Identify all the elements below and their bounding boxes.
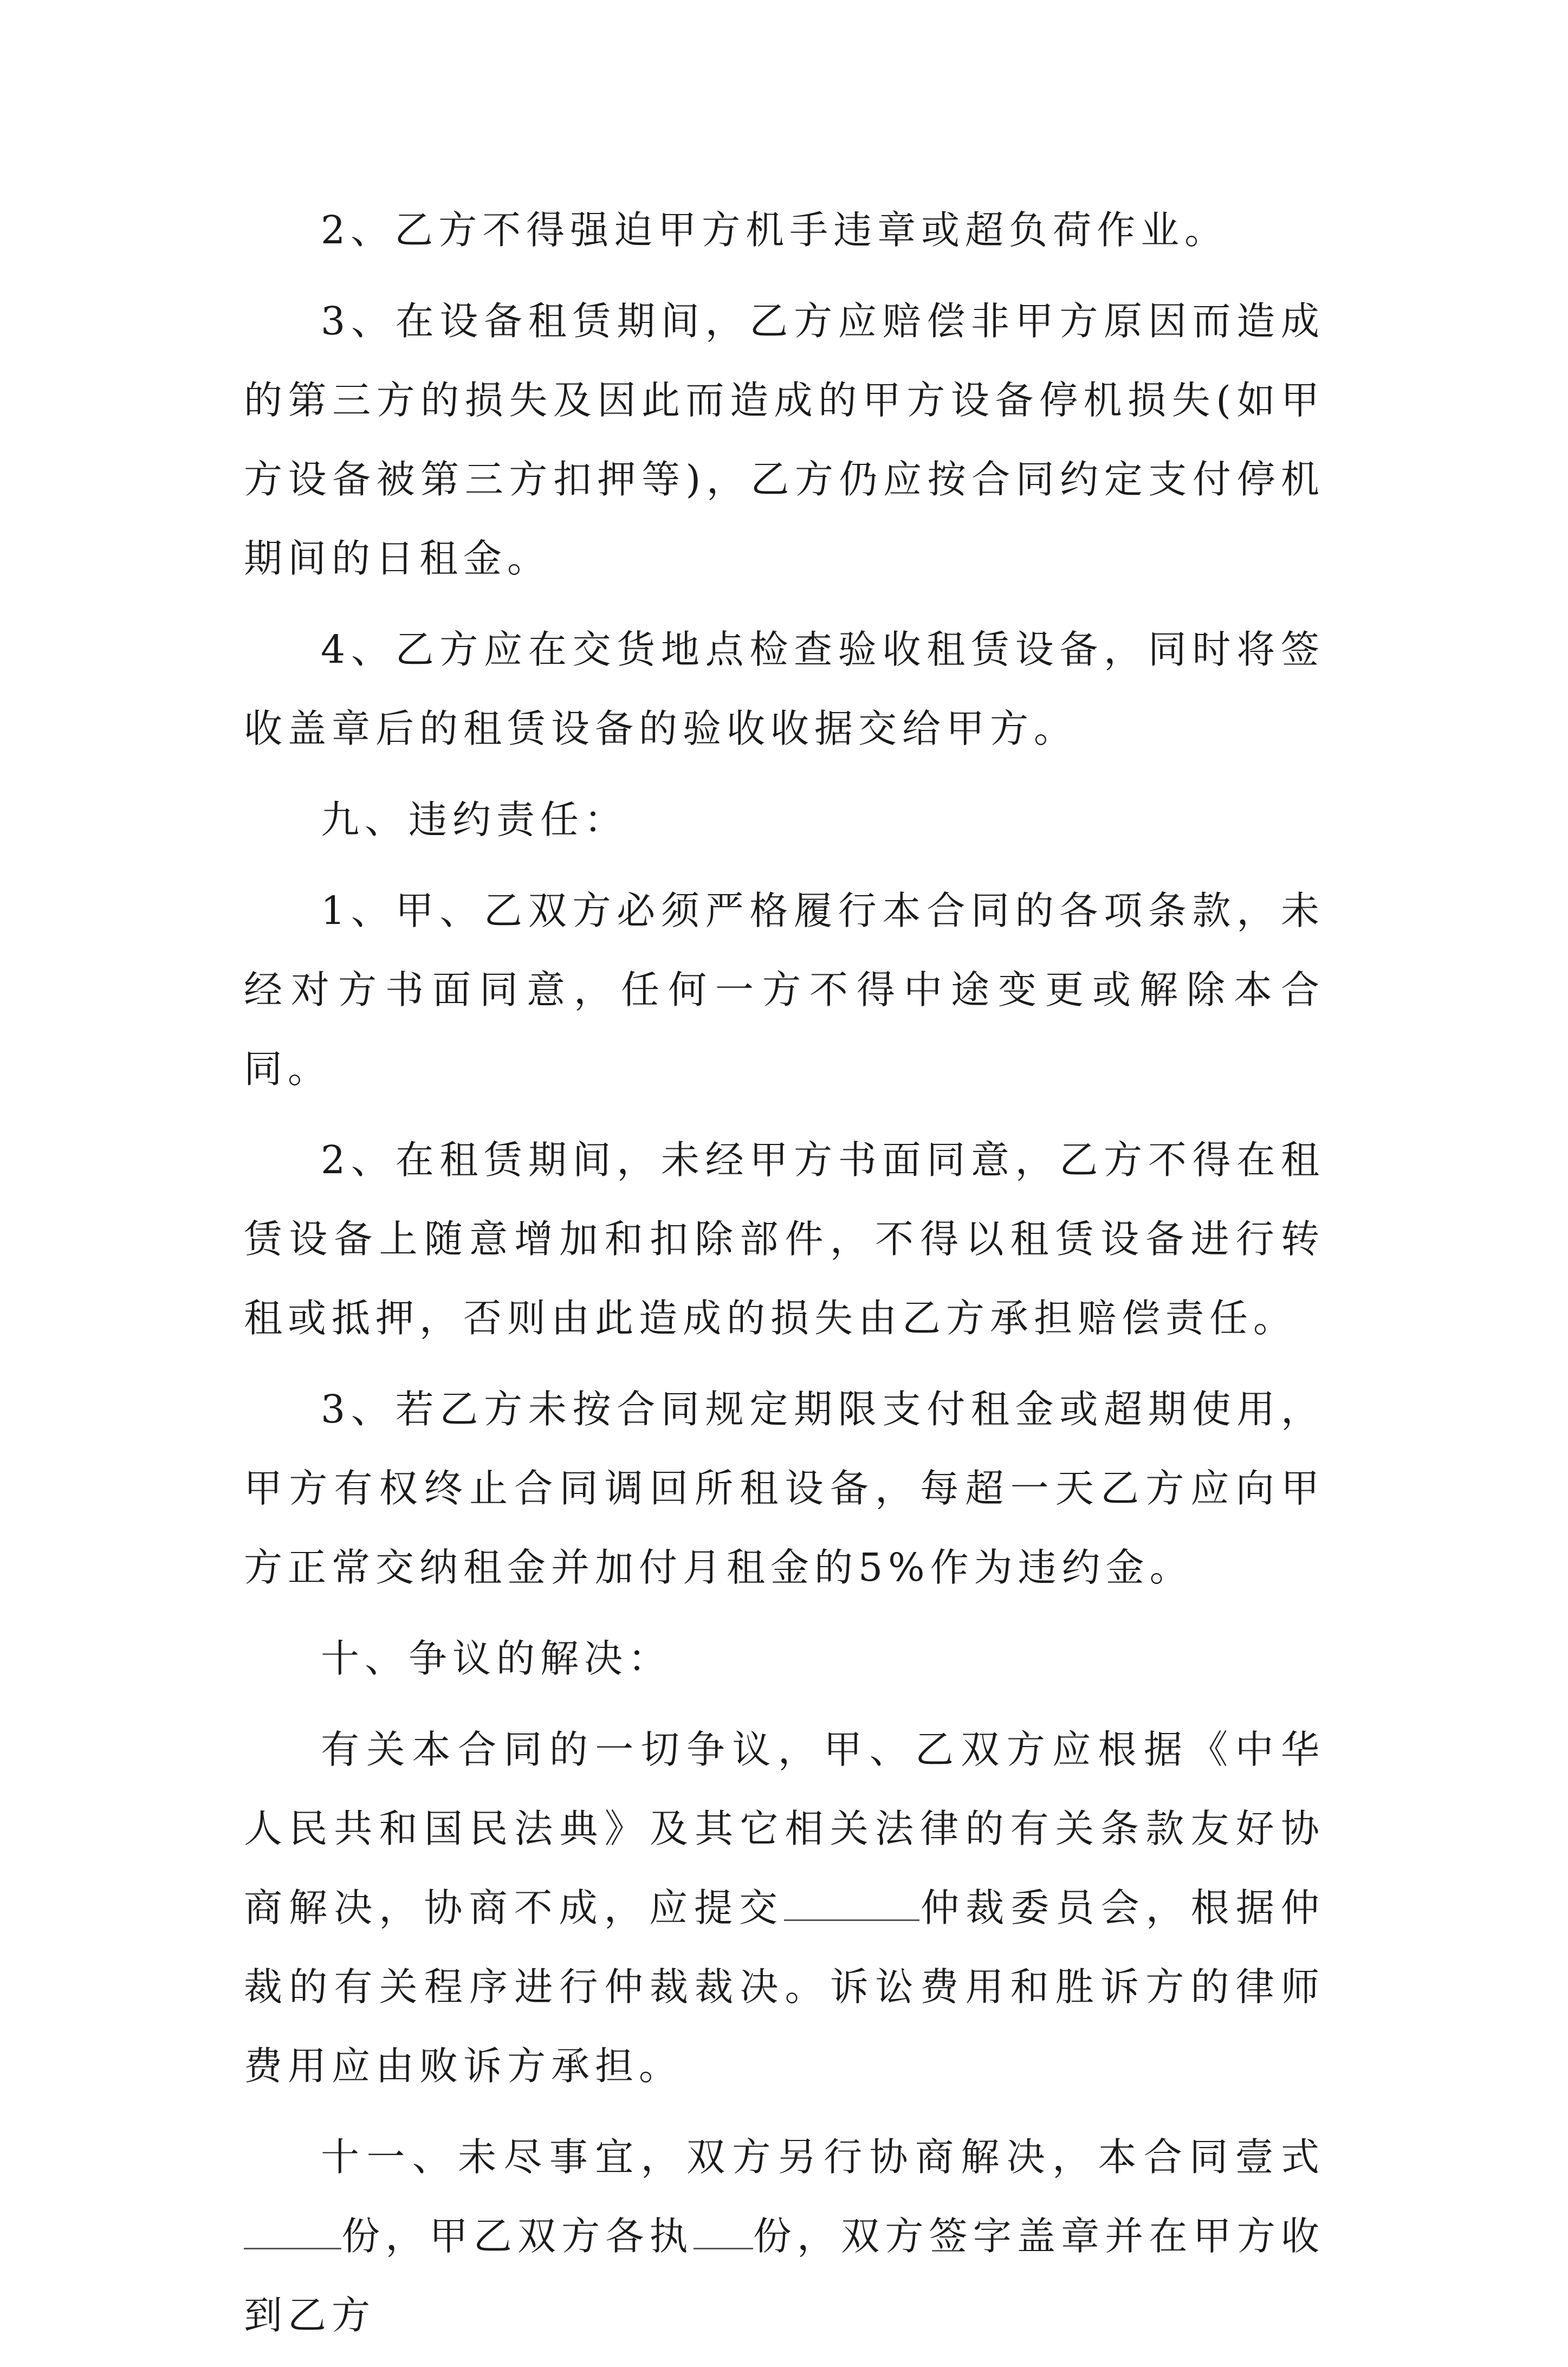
copies-each-blank <box>694 2215 753 2249</box>
paragraph-clause-8-4: 4、乙方应在交货地点检查验收租赁设备，同时将签收盖章后的租赁设备的验收收据交给甲方。 <box>244 627 1325 751</box>
section-heading-dispute-resolution: 十、争议的解决： <box>321 1636 672 1681</box>
paragraph-clause-8-3: 3、在设备租赁期间，乙方应赔偿非甲方原因而造成的第三方的损失及因此而造成的甲方设备停机损失(如甲方设备被第三方扣押等)，乙方仍应按合同约定支付停机期间的日租金。 <box>244 299 1325 581</box>
dispute-text-part1: 有关本合同的一切争议，甲、乙双方应根据《中华人民共和国民法典》及其它相关法律的有关条款友好协商解决，协商不成，应提交 <box>244 1727 1325 1930</box>
paragraph-clause-9-1: 1、甲、乙双方必须严格履行本合同的各项条款，未经对方书面同意，任何一方不得中途变更或解除本合同。 <box>244 888 1325 1091</box>
final-text-part1: 十一、未尽事宜，双方另行协商解决，本合同壹式 <box>321 2135 1325 2180</box>
final-text-part2: 份，甲乙双方各执 <box>341 2214 694 2259</box>
arbitration-commission-blank <box>784 1887 919 1921</box>
document-body <box>244 191 1325 2367</box>
paragraph-clause-9-3: 3、若乙方未按合同规定期限支付租金或超期使用，甲方有权终止合同调回所租设备，每超一天乙方应向甲方正常交纳租金并加付月租金的5%作为违约金。 <box>244 1387 1325 1590</box>
paragraph-clause-11 <box>244 2118 1325 2355</box>
section-heading-breach-liability: 九、违约责任： <box>321 797 629 842</box>
total-copies-blank <box>244 2215 341 2249</box>
paragraph-dispute-resolution <box>244 1710 1325 2106</box>
final-text-part3: 份，双方签字盖章并在甲方收到乙方 <box>244 2214 1325 2338</box>
paragraph-clause-9-2: 2、在租赁期间，未经甲方书面同意，乙方不得在租赁设备上随意增加和扣除部件，不得以租赁设备进行转租或抵押，否则由此造成的损失由乙方承担赔偿责任。 <box>244 1137 1325 1341</box>
paragraph-clause-8-2: 2、乙方不得强迫甲方机手违章或超负荷作业。 <box>321 208 1229 253</box>
dispute-text-part2: 仲裁委员会，根据仲裁的有关程序进行仲裁裁决。诉讼费用和胜诉方的律师费用应由败诉方承担。 <box>244 1885 1325 2088</box>
